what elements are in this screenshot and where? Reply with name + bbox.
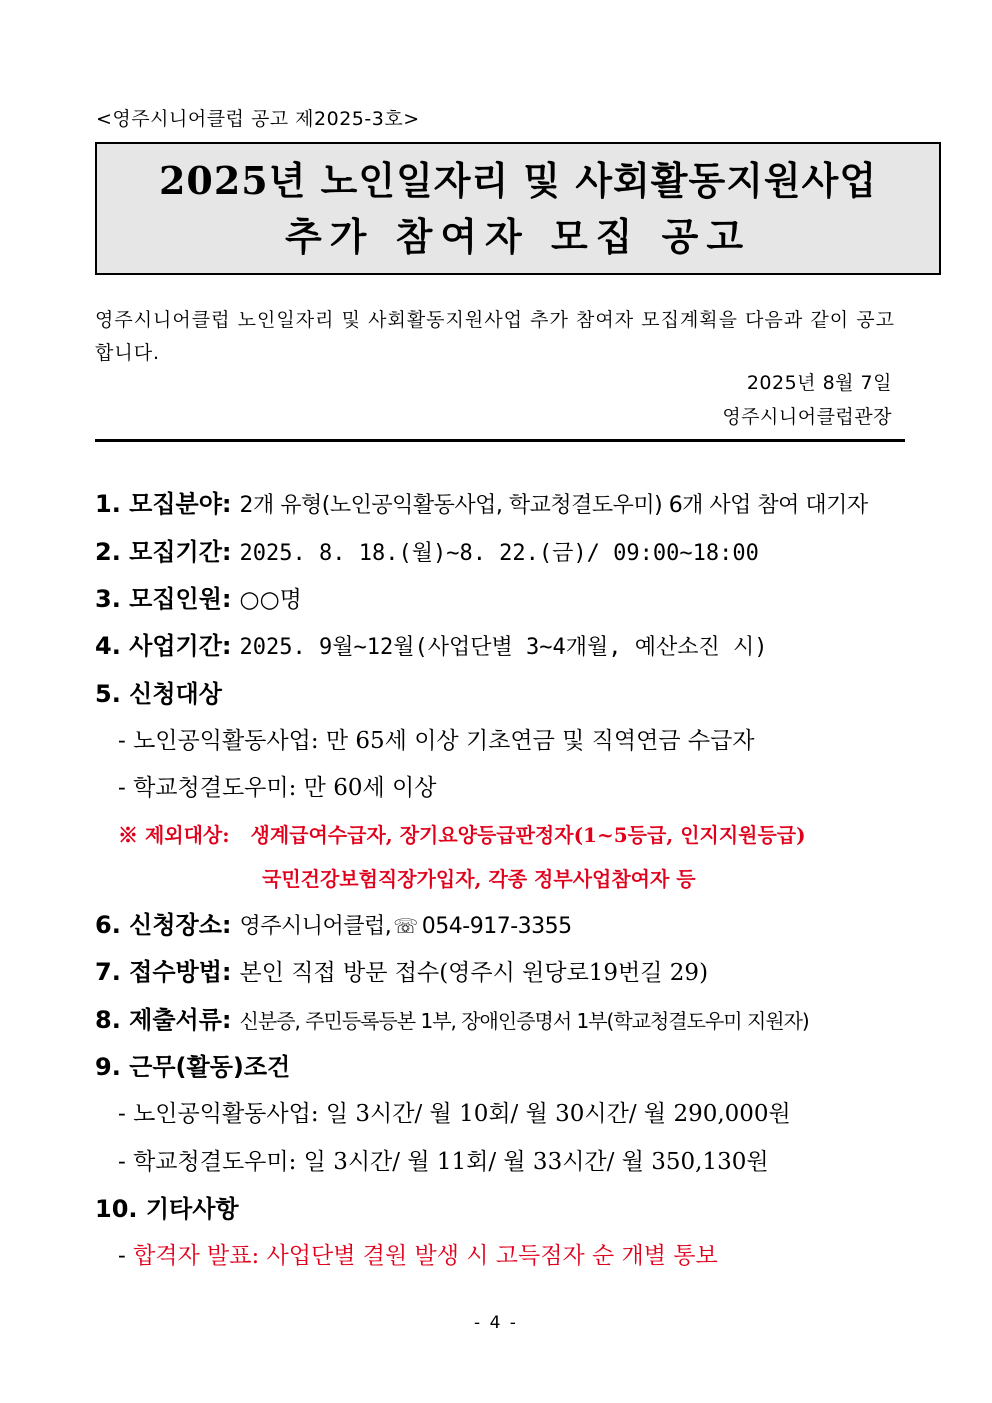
item-other	[95, 1194, 239, 1224]
other-dash: -	[118, 1243, 126, 1269]
target-sub1: - 노인공익활동사업: 만 65세 이상 기초연금 및 직역연금 수급자	[118, 728, 755, 754]
item-method	[95, 957, 708, 988]
item-documents-label: 8. 제출서류:	[95, 1006, 232, 1034]
item-business-period-label: 4. 사업기간:	[95, 632, 232, 660]
item-period	[95, 537, 759, 569]
item-method-label: 7. 접수방법:	[95, 958, 232, 986]
notice-signer: 영주시니어클럽관장	[722, 406, 892, 428]
item-target-label: 5. 신청대상	[95, 680, 222, 708]
item-place-value	[240, 914, 572, 939]
conditions-sub2: - 학교청결도우미: 일 3시간/ 월 11회/ 월 33시간/ 월 350,130원	[118, 1149, 769, 1175]
exclusion-line2: 국민건강보험직장가입자, 각종 정부사업참여자 등	[262, 867, 696, 891]
divider	[95, 439, 905, 442]
phone-icon: ☏	[393, 914, 418, 938]
item-headcount-value: ○○명	[239, 587, 302, 613]
item-target	[95, 679, 222, 709]
other-sub1	[118, 1241, 718, 1271]
item-field-label: 1. 모집분야:	[95, 490, 232, 518]
phone-number: 054-917-3355	[421, 914, 572, 939]
notice-date: 2025년 8월 7일	[746, 372, 892, 394]
page-title-line2: 추가 참여자 모집 공고	[284, 213, 752, 259]
item-method-value: 본인 직접 방문 접수(영주시 원당로19번길 29)	[239, 960, 709, 986]
place-name: 영주시니어클럽,	[239, 914, 392, 939]
item-conditions	[95, 1052, 290, 1082]
item-other-label: 10. 기타사항	[95, 1195, 239, 1223]
exclusion-text1: 생계급여수급자, 장기요양등급판정자(1~5등급, 인지지원등급)	[250, 823, 806, 847]
notice-number: <영주시니어클럽 공고 제2025-3호>	[96, 108, 420, 130]
page-title-line1: 2025년 노인일자리 및 사회활동지원사업	[158, 157, 878, 203]
target-sub2: - 학교청결도우미: 만 60세 이상	[118, 775, 437, 801]
item-place-label: 6. 신청장소:	[95, 911, 232, 939]
intro-paragraph: 영주시니어클럽 노인일자리 및 사회활동지원사업 추가 참여자 모집계획을 다음과 같이 공고합니다.	[95, 309, 895, 364]
item-documents-value: 신분증, 주민등록등본 1부, 장애인증명서 1부(학교청결도우미 지원자)	[239, 1009, 809, 1033]
item-headcount-label: 3. 모집인원:	[95, 585, 232, 613]
item-headcount	[95, 584, 302, 615]
conditions-sub1: - 노인공익활동사업: 일 3시간/ 월 10회/ 월 30시간/ 월 290,000원	[118, 1101, 791, 1127]
exclusion-label: ※ 제외대상:	[118, 823, 230, 847]
item-conditions-label: 9. 근무(활동)조건	[95, 1053, 291, 1081]
item-field	[95, 489, 868, 521]
item-documents	[95, 1005, 809, 1036]
item-business-period	[95, 631, 767, 663]
item-field-value: 2개 유형(노인공익활동사업, 학교청결도우미) 6개 사업 참여 대기자	[239, 493, 868, 518]
item-business-period-value: 2025. 9월~12월(사업단별 3~4개월, 예산소진 시)	[239, 635, 768, 660]
other-announcement: 합격자 발표: 사업단별 결원 발생 시 고득점자 순 개별 통보	[133, 1243, 718, 1269]
item-period-value: 2025. 8. 18.(월)~8. 22.(금)/ 09:00~18:00	[239, 541, 759, 566]
page-number: - 4 -	[474, 1313, 518, 1333]
item-place	[95, 910, 572, 942]
item-period-label: 2. 모집기간:	[95, 538, 232, 566]
title-box	[95, 142, 941, 275]
exclusion-line1	[118, 820, 806, 850]
